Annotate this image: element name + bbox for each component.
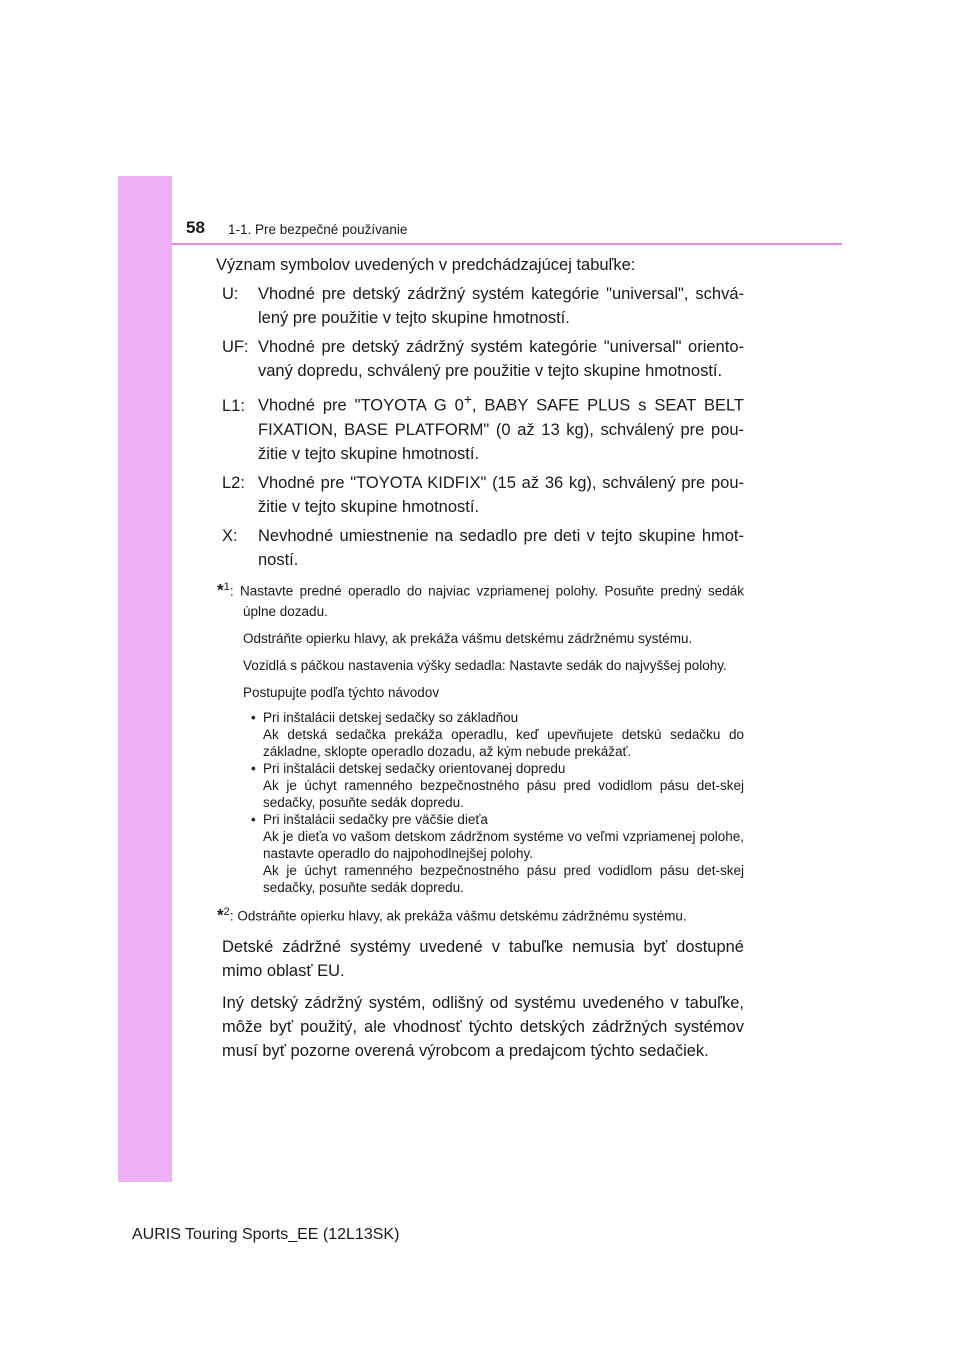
availability-paragraph: Detské zádržné systémy uvedené v tabuľke nemusia byť dostupné mimo oblasť EU.: [222, 937, 744, 980]
footnote-1-seat-height: Vozidlá s páčkou nastavenia výšky sedadla: Nastavte sedák do najvyššej polohy.: [243, 658, 727, 673]
list-item: [251, 709, 744, 760]
footnote-asterisk: *: [217, 905, 224, 925]
definition-text: Vhodné pre "TOYOTA KIDFIX" (15 až 36 kg), schválený pre pou-žitie v tejto skupine hmotností.: [258, 473, 744, 516]
definition-code: L1:: [222, 396, 245, 415]
list-item-detail: Ak je úchyt ramenného bezpečnostného pásu pred vodidlom pásu det-skej sedačky, posuňte sedák dopredu.: [263, 778, 744, 810]
page-content: [216, 253, 744, 1063]
document-footer: AURIS Touring Sports_EE (12L13SK): [132, 1226, 400, 1243]
definition-text: Vhodné pre detský zádržný systém kategórie "universal", schvá-lený pre použitie v tejto skupine hmotností.: [258, 285, 744, 327]
definition-x: [222, 524, 744, 572]
definition-l1: [222, 388, 744, 466]
instruction-list: [251, 709, 744, 896]
footnote-number: 1: [223, 580, 230, 593]
page-number: 58: [186, 218, 205, 237]
footnote-1-headrest: Odstráňte opierku hlavy, ak prekáža vášmu detskému zádržnému systému.: [243, 631, 693, 646]
section-side-bar: [118, 176, 172, 1182]
definition-u: [222, 282, 744, 330]
list-item: [251, 811, 744, 896]
definition-l2: [222, 471, 744, 519]
bullet-icon: •: [251, 761, 256, 776]
footnote-asterisk: *: [217, 580, 224, 599]
header-divider: [172, 243, 842, 245]
definition-text: Nevhodné umiestnenie na sedadlo pre deti v tejto skupine hmot-ností.: [258, 526, 744, 569]
footnote-1-instructions: Postupujte podľa týchto návodov: [243, 685, 440, 700]
definition-code: UF:: [222, 338, 249, 356]
definition-text-continued: , BABY SAFE PLUS s SEAT BELT FIXATION, BASE PLATFORM" (0 až 13 kg), schválený pre pou-žitie v tejto skupine hmotností.: [258, 396, 744, 463]
footnote-number: 2: [223, 906, 230, 918]
footnote-text: : Odstráňte opierku hlavy, ak prekáža vášmu detskému zádržnému systému.: [229, 908, 687, 924]
symbols-intro: Význam symbolov uvedených v predchádzajúcej tabuľke:: [216, 256, 636, 274]
footnote-2: [217, 902, 744, 927]
footnote-1: [217, 577, 744, 623]
definition-code: U:: [222, 285, 239, 303]
list-item-title: Pri inštalácii detskej sedačky orientovanej dopredu: [263, 761, 566, 776]
section-title: 1-1. Pre bezpečné používanie: [228, 222, 408, 237]
list-item-detail-extra: Ak je úchyt ramenného bezpečnostného pásu pred vodidlom pásu det-skej sedačky, posuňte sedák dopredu.: [263, 863, 744, 895]
alternative-seat-paragraph: Iný detský zádržný systém, odlišný od systému uvedeného v tabuľke, môže byť použitý, ale vhodnosť týchto detských zádržných systémov musí byť pozorne overená výrobcom a predajcom týchto sedačiek.: [222, 993, 744, 1060]
list-item-title: Pri inštalácii sedačky pre väčšie dieťa: [263, 812, 488, 827]
bullet-icon: •: [251, 710, 256, 725]
list-item-detail: Ak detská sedačka prekáža operadlu, keď upevňujete detskú sedačku do základne, sklopte operadlo dozadu, až kým nebude prekážať.: [263, 727, 744, 759]
list-item-title: Pri inštalácii detskej sedačky so základňou: [263, 710, 519, 725]
definition-uf: [222, 335, 744, 383]
list-item-detail: Ak je dieťa vo vašom detskom zádržnom systéme vo veľmi vzpriamenej polohe, nastavte operadlo do najpohodlnejšej polohy.: [263, 829, 744, 861]
footnote-text: : Nastavte predné operadlo do najviac vzpriamenej polohy. Posuňte predný sedák úplne dozadu.: [229, 583, 744, 619]
superscript-plus: +: [463, 392, 472, 407]
definition-code: L2:: [222, 473, 245, 492]
list-item: [251, 760, 744, 811]
definition-text: Vhodné pre detský zádržný systém kategórie "universal" oriento-vaný dopredu, schválený pre použitie v tejto skupine hmotností.: [258, 338, 744, 380]
definition-text: Vhodné pre "TOYOTA G 0: [258, 396, 464, 415]
definition-code: X:: [222, 526, 238, 545]
bullet-icon: •: [251, 812, 256, 827]
